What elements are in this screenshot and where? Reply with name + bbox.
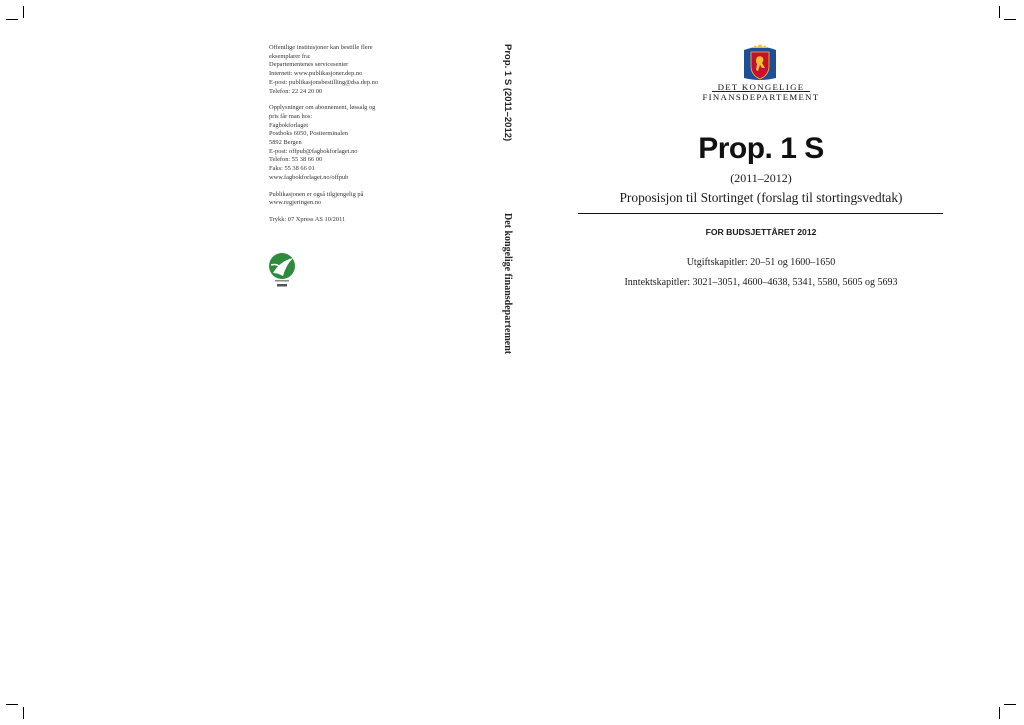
crop-mark — [23, 707, 24, 719]
order-info-line: Telefon: 22 24 20 00 — [269, 87, 323, 95]
online-info-line: www.regjeringen.no — [269, 199, 322, 207]
document-subtitle: Proposisjon til Stortinget (forslag til stortingsvedtak) — [619, 190, 903, 205]
crop-mark — [6, 19, 18, 20]
royal-crest-icon — [742, 44, 778, 82]
crop-mark — [1004, 704, 1016, 705]
order-info-line: Departementenes servicesenter — [269, 61, 349, 69]
subscription-info-line: Faks: 55 38 66 01 — [269, 165, 315, 173]
department-name-line1: DET KONGELIGE — [717, 82, 805, 92]
spine-prop-title: Prop. 1 S (2011–2012) — [502, 44, 513, 142]
session-years: (2011–2012) — [730, 171, 792, 185]
crop-mark — [23, 6, 24, 18]
print-info-line: Trykk: 07 Xpress AS 10/2011 — [269, 215, 346, 223]
swan-ecolabel-icon — [268, 251, 299, 291]
subscription-info-line: Opplysninger om abonnement, løssalg og — [269, 104, 376, 112]
subscription-info-line: pris får man hos: — [269, 112, 313, 120]
crop-mark — [999, 6, 1000, 18]
crop-mark — [999, 707, 1000, 719]
expenditure-chapters: Utgiftskapitler: 20–51 og 1600–1650 — [686, 257, 836, 268]
subscription-info-line: Fagbokforlaget — [269, 121, 309, 129]
subscription-info-line: E-post: offpub@fagbokforlaget.no — [269, 147, 358, 155]
income-chapters: Inntektskapitler: 3021–3051, 4600–4638, 5341, 5580, 5605 og 5693 — [624, 277, 898, 288]
subscription-info-line: Postboks 6050, Postterminalen — [269, 130, 348, 138]
subscription-info-line: 5892 Bergen — [269, 139, 302, 147]
subscription-info-line: www.fagbokforlaget.no/offpub — [269, 173, 349, 181]
order-info-line: eksemplarer fra: — [269, 52, 311, 60]
crop-mark — [6, 704, 18, 705]
department-name-line2: FINANSDEPARTEMENT — [702, 92, 820, 102]
crop-mark — [1004, 19, 1016, 20]
subscription-info-line: Telefon: 55 38 66 00 — [269, 156, 323, 164]
document-title: Prop. 1 S — [698, 132, 824, 165]
order-info — [269, 44, 459, 96]
spine-department: Det kongelige finansdepartement — [502, 213, 513, 355]
order-info-line: E-post: publikasjonsbestilling@dss.dep.no — [269, 78, 379, 86]
print-info — [269, 216, 459, 225]
subscription-info — [269, 104, 459, 182]
budget-year: FOR BUDSJETTÅRET 2012 — [705, 227, 817, 237]
online-info — [269, 191, 459, 208]
back-cover-info — [269, 44, 459, 233]
online-info-line: Publikasjonen er også tilgjengelig på — [269, 190, 364, 198]
order-info-line: Offentlige institusjoner kan bestille flere — [269, 44, 373, 51]
order-info-line: Internett: www.publikasjoner.dep.no — [269, 70, 363, 78]
horizontal-rule — [578, 213, 943, 214]
